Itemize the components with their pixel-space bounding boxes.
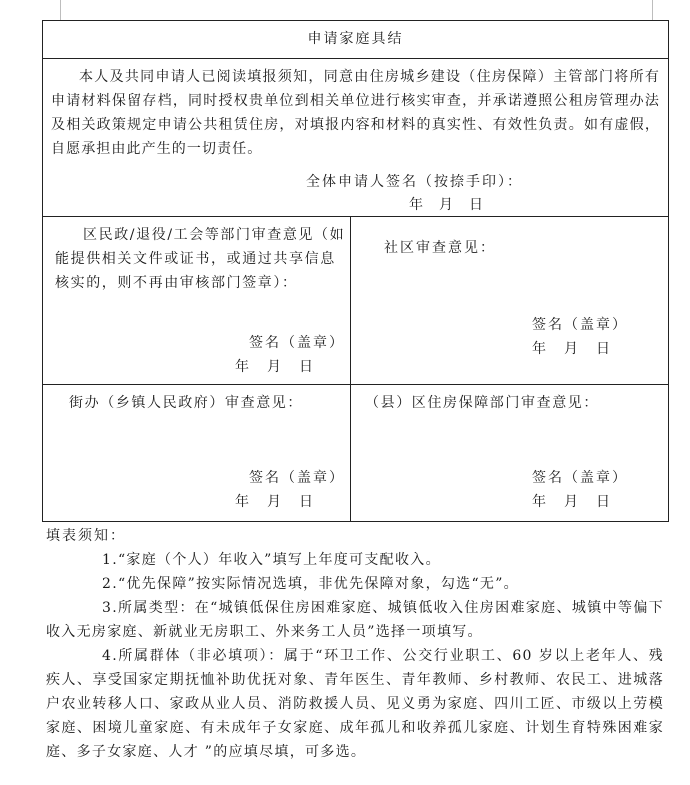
civil-affairs-opinion-cell[interactable] — [43, 217, 351, 385]
civil-affairs-date-label: 年 月 日 — [235, 359, 315, 375]
housing-dept-opinion-cell[interactable] — [351, 385, 669, 522]
housing-dept-sign-label: 签名（盖章） — [532, 470, 628, 486]
applicant-signature-label[interactable]: 全体申请人签名（按捺手印）： — [306, 174, 523, 190]
form-title: 申请家庭具结 — [43, 21, 669, 59]
declaration-date-label[interactable]: 年 月 日 — [409, 197, 484, 213]
civil-affairs-opinion-label: 区民政/退役/工会等部门审查意见（如能提供相关文件或证书，或通过共享信息核实的，则不再由审核部门签章）： — [55, 227, 346, 291]
community-opinion-label: 社区审查意见： — [384, 240, 496, 256]
filling-instructions — [46, 524, 664, 764]
declaration-section — [43, 59, 669, 217]
instruction-item-4: 4.所属群体（非必填项）：属于“环卫工作、公交行业职工、60 岁以上老年人、残 疾人、享受国家定期抚恤补助优抚对象、青年医生、青年教师、乡村教师、农民工、进城落户农业转移人口、家政从业人员、消防救援人员、见义勇为家庭、四川工匠、市级以上劳模家庭、困境儿童家庭、有未成年子女家庭、成年孤儿和收养孤儿家庭、计划生育特殊困难家庭、多子女家庭、人才 ”的应填尽填，可多选。 — [46, 648, 664, 760]
page-margin-marker-left — [60, 0, 61, 20]
instructions-heading: 填表须知： — [46, 528, 126, 544]
subdistrict-date-label: 年 月 日 — [235, 494, 315, 510]
community-date-label: 年 月 日 — [532, 341, 612, 357]
community-sign-label: 签名（盖章） — [532, 317, 628, 333]
civil-affairs-sign-label: 签名（盖章） — [249, 335, 345, 351]
instruction-item-2: 2.“优先保障”按实际情况选填，非优先保障对象，勾选“无”。 — [102, 576, 519, 592]
subdistrict-opinion-cell[interactable] — [43, 385, 351, 522]
subdistrict-sign-label: 签名（盖章） — [249, 470, 345, 486]
instruction-item-3: 3.所属类型：在“城镇低保住房困难家庭、城镇低收入住房困难家庭、城镇中等偏下收入无房家庭、新就业无房职工、外来务工人员”选择一项填写。 — [46, 600, 664, 640]
community-opinion-cell[interactable] — [351, 217, 669, 385]
declaration-form-table — [42, 20, 669, 522]
housing-dept-opinion-label: （县）区住房保障部门审查意见： — [365, 395, 599, 411]
housing-dept-date-label: 年 月 日 — [532, 494, 612, 510]
subdistrict-opinion-label: 街办（乡镇人民政府）审查意见： — [69, 395, 303, 411]
page-margin-marker-right — [652, 0, 653, 20]
declaration-text: 本人及共同申请人已阅读填报须知，同意由住房城乡建设（住房保障）主管部门将所有申请材料保留存档，同时授权贵单位到相关单位进行核实审查，并承诺遵照公租房管理办法及相关政策规定申请公共租赁住房，对填报内容和材料的真实性、有效性负责。如有虚假，自愿承担由此产生的一切责任。 — [51, 69, 660, 157]
instruction-item-1: 1.“家庭（个人）年收入”填写上年度可支配收入。 — [102, 552, 441, 568]
